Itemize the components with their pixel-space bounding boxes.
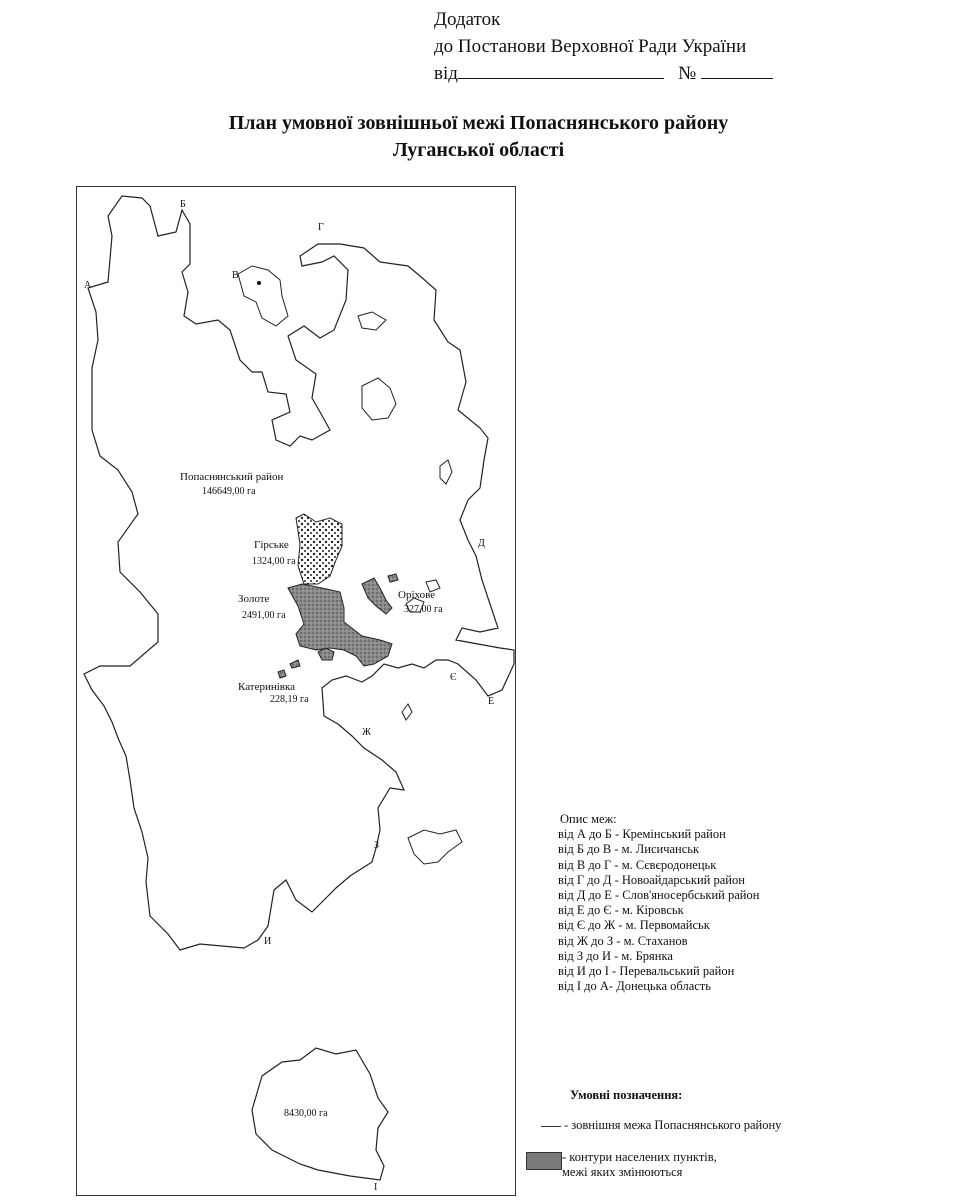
inner-lake-3	[358, 312, 386, 330]
boundary-item: від Д до Е - Слов'яносербський район	[558, 888, 760, 903]
point-label-ye: Є	[450, 672, 457, 683]
small-feature	[402, 704, 412, 720]
hirske-area-label: 1324,00 га	[252, 556, 296, 567]
settlement-symbol-label-2: межі яких змінюються	[562, 1165, 683, 1179]
symbols-heading: Умовні позначення:	[570, 1088, 683, 1102]
boundaries-heading: Опис меж:	[560, 812, 617, 826]
symbol-boundary-row	[541, 1118, 781, 1133]
boundary-item: від И до І - Перевальський район	[558, 964, 735, 979]
boundary-symbol-label: - зовнішня межа Попаснянського району	[564, 1118, 782, 1132]
point-label-h: Г	[318, 222, 324, 233]
boundary-item: від А до Б - Кремінський район	[558, 827, 726, 842]
boundary-item: від З до И - м. Брянка	[558, 948, 673, 963]
orikhove-area-label: 327,00 га	[404, 604, 443, 615]
point-label-v: В	[232, 270, 239, 281]
inner-lake-6	[440, 460, 452, 484]
appendix-line-1: Додаток	[434, 9, 501, 30]
district-area-label: 146649,00 га	[202, 486, 256, 497]
appendix-line-2: до Постанови Верховної Ради України	[434, 36, 747, 57]
boundary-item: від В до Г - м. Сєвєродонецьк	[558, 857, 717, 872]
boundary-item: від Г до Д - Новоайдарський район	[558, 872, 745, 887]
inner-lake-2	[362, 378, 396, 420]
point-label-zh: Ж	[362, 727, 371, 738]
date-prefix: від	[434, 63, 458, 84]
settlement-orikhove-part	[388, 574, 398, 582]
district-name-label: Попаснянський район	[180, 471, 284, 483]
title-line-2: Луганської області	[392, 139, 565, 161]
point-label-z: З	[374, 840, 380, 851]
settlement-symbol-label-1: - контури населених пунктів,	[562, 1150, 717, 1164]
katerynivka-area-label: 228,19 га	[270, 694, 309, 705]
boundary-item: від Є до Ж - м. Первомайськ	[558, 918, 710, 933]
point-label-i: І	[374, 1182, 378, 1193]
boundary-item: від І до А- Донецька область	[558, 979, 711, 994]
district-boundary	[84, 196, 514, 950]
zolote-name-label: Золоте	[238, 593, 270, 605]
point-label-y: И	[264, 936, 272, 947]
settlement-point	[257, 281, 261, 285]
katerynivka-name-label: Катеринівка	[238, 681, 296, 693]
settlement-fill-symbol	[526, 1152, 562, 1170]
settlement-hirske	[296, 514, 342, 584]
inner-lake-1	[238, 266, 288, 326]
boundary-item: від Б до В - м. Лисичанськ	[558, 842, 700, 857]
hirske-name-label: Гірське	[254, 539, 289, 551]
point-label-d: Д	[478, 538, 485, 549]
boundary-item: від Ж до З - м. Стаханов	[558, 933, 688, 948]
settlement-katerynivka	[278, 660, 300, 678]
settlement-orikhove	[362, 578, 392, 614]
point-label-b: Б	[180, 199, 186, 210]
point-label-e: Е	[488, 696, 495, 707]
eastern-area-shape	[408, 830, 462, 864]
boundary-line-symbol	[541, 1126, 561, 1127]
title-line-1: План умовної зовнішньої межі Попаснянського району	[228, 112, 729, 134]
boundary-item: від Е до Є - м. Кіровськ	[558, 903, 684, 918]
boundaries-legend	[558, 812, 759, 994]
enclave-area-label: 8430,00 га	[284, 1108, 328, 1119]
settlement-symbol-text	[562, 1150, 762, 1180]
point-label-a: А	[84, 280, 92, 291]
orikhove-name-label: Оріхове	[398, 589, 436, 601]
number-prefix: №	[678, 63, 697, 84]
zolote-area-label: 2491,00 га	[242, 610, 286, 621]
